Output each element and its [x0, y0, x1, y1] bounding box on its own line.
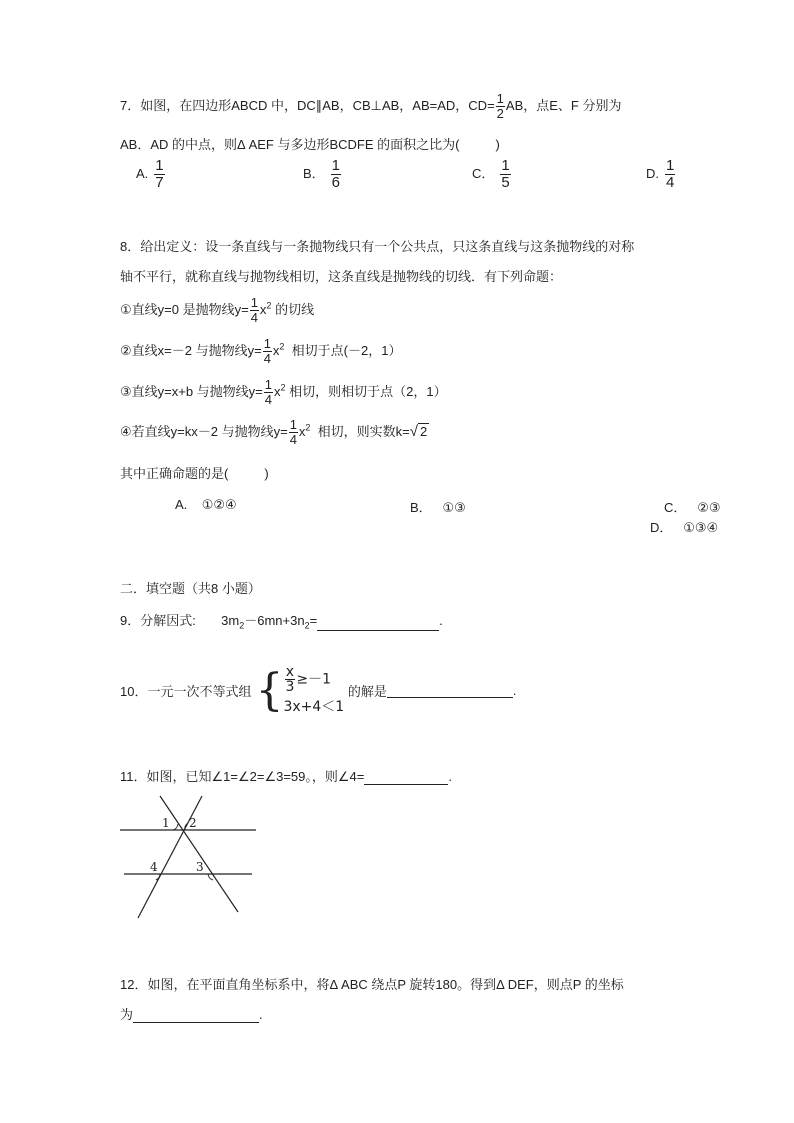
- q8-question: 其中正确命题的是( ): [120, 466, 269, 481]
- q7-frac-half: $\frac{1}{2}$: [496, 91, 504, 121]
- q8-proposition-1: ①直线y=0 是抛物线y= $\frac{1}{4}$ $x^2$ 的切线: [120, 295, 315, 325]
- angle-label-3: 3: [196, 860, 204, 874]
- q9-answer-blank[interactable]: [317, 616, 439, 631]
- sqrt-symbol: √ 2: [409, 422, 428, 440]
- q8-option-c[interactable]: C． ②③: [664, 500, 721, 515]
- left-brace-icon: {: [255, 664, 284, 716]
- q7-option-c[interactable]: C． $\frac{1}{5}$: [472, 157, 510, 191]
- q7-line1: 7．如图，在四边形ABCD 中，DC∥AB，CB⊥AB，AB=AD，CD= $\frac{1}{2}$ AB，点E、F 分别为: [120, 91, 622, 121]
- q11-figure: [118, 794, 258, 924]
- q7-line2: AB．AD 的中点，则Δ AEF 与多边形BCDFE 的面积之比为( ): [120, 137, 500, 152]
- q7-option-b[interactable]: B． $\frac{1}{6}$: [303, 157, 341, 191]
- q12-line2: 为 .: [120, 1007, 263, 1022]
- q12-line1: 12．如图，在平面直角坐标系中，将Δ ABC 绕点P 旋转180。得到Δ DEF，则点P 的坐标: [120, 977, 624, 992]
- angle-label-1: 1: [162, 816, 170, 830]
- q7-option-d[interactable]: D. $\frac{1}{4}$: [646, 157, 675, 191]
- q11: 11．如图，已知∠1=∠2=∠3=59。，则∠4= .: [120, 769, 452, 784]
- transversal-right: [138, 796, 202, 918]
- q10-answer-blank[interactable]: [387, 683, 513, 698]
- q9: 9．分解因式: $3m_2-6mn+3n_2=$ .: [120, 613, 443, 631]
- q11-answer-blank[interactable]: [364, 770, 448, 785]
- inequality-system: { $\frac{x}{3}$ ≥－1 3x+4＜1: [255, 664, 345, 716]
- q8-option-a[interactable]: A. ①②④: [175, 497, 237, 512]
- angle-label-2: 2: [189, 816, 197, 830]
- q8-option-d[interactable]: D． ①③④: [650, 520, 719, 535]
- q8-option-b[interactable]: B． ①③: [410, 500, 466, 515]
- section-heading: 二．填空题（共8 小题）: [120, 581, 261, 596]
- q8-proposition-3: ③直线y=x+b 与抛物线y= $\frac{1}{4}$ $x^2$ 相切，则相切于点（2，1）: [120, 377, 447, 407]
- q7-option-a[interactable]: A. $\frac{1}{7}$: [136, 157, 164, 191]
- angle-label-4: 4: [150, 860, 158, 874]
- q8-proposition-2: ②直线x=－2 与抛物线y= $\frac{1}{4}$ $x^2$ 相切于点(－2，1）: [120, 336, 402, 366]
- q12-answer-blank[interactable]: [133, 1008, 259, 1023]
- q8-line2: 轴不平行，就称直线与抛物线相切，这条直线是抛物线的切线．有下列命题：: [120, 269, 563, 284]
- q10: 10．一元一次不等式组 { $\frac{x}{3}$ ≥－1 3x+4＜1 的解是 .: [120, 664, 517, 716]
- q8-proposition-4: ④若直线y=kx－2 与抛物线y= $\frac{1}{4}$ $x^2$ 相切，则实数k=√ 2: [120, 417, 428, 447]
- q8-line1: 8．给出定义：设一条直线与一条抛物线只有一个公共点，只这条直线与这条抛物线的对称: [120, 239, 635, 254]
